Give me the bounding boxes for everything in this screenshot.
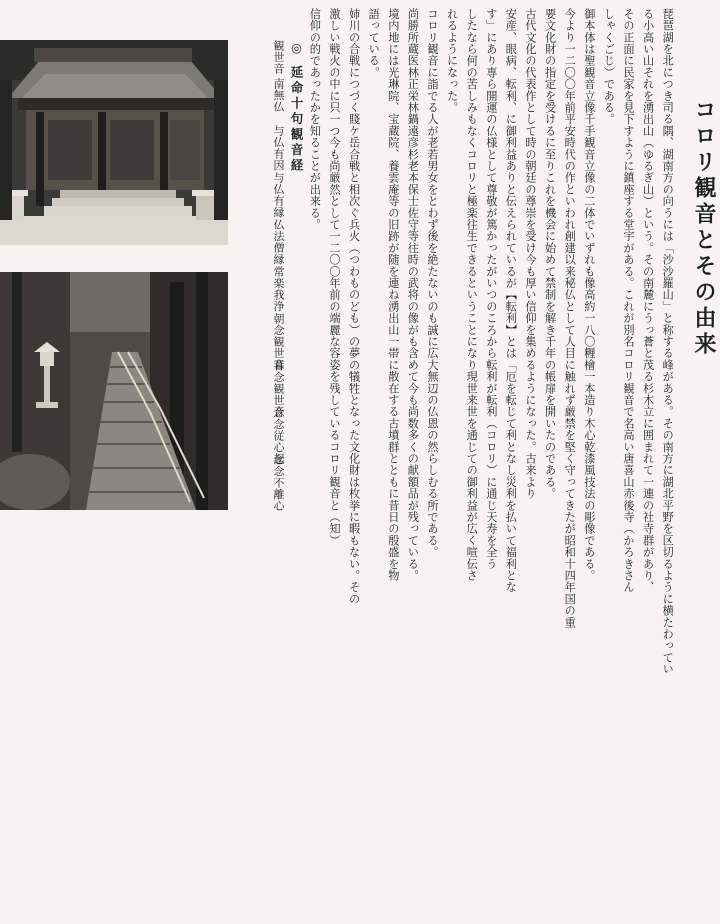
text-column: 尚勝所蔵医林正栄林鍋遠彦杉老本保士佐守等往時の武将の像がも含めて今も尚数多くの献額品が残っている。 xyxy=(406,8,420,582)
text-column: しゃくごじ）である。 xyxy=(602,8,616,125)
text-column: る小高い山それを湧出山（ゆるぎ山）という。その南麓にうっ蒼と茂る杉木立に囲まれて一連の社寺群があり、 xyxy=(641,8,655,593)
text-column: 安産、眼病、転利、に御利益ありと伝えられているが【転利】とは「厄を転じて利となし災利を払いて福利とな xyxy=(504,8,518,593)
sutra-phrase: 与仏有縁 xyxy=(272,172,285,218)
text-column: 要文化財の指定を受けるに至りこれを機会に始めて禁制を解き千年の帳扉を開いたのである。 xyxy=(543,8,557,500)
text-column: コロリ観音に詣でる人が老若男女をとわず後を絶たないのも誠に広大無辺の仏恩の然らしむる所である。 xyxy=(426,8,439,558)
sutra-phrase: 念念従心起 xyxy=(272,407,285,465)
text-column: れるようになった。 xyxy=(445,8,459,114)
text-column: 御本体は聖観音立像千手観音立像の二体でいずれも像高約一八〇糎檜一本造り木心乾漆風技法の彫像である。 xyxy=(582,8,596,582)
sutra-heading: ◎ 延命十句観音経 xyxy=(289,40,304,174)
temple-photo xyxy=(0,40,228,245)
text-column: 姉川の合戦につづく賤ケ岳合戦と相次ぐ兵火（つわものども）の夢の犠牲となった文化財は枚挙に暇もない。その xyxy=(347,8,361,605)
text-column: 信仰の的であったかを知ることが出来る。 xyxy=(308,8,322,231)
text-column: 古代文化の代表作として時の朝廷の尊崇を受け今も厚い信仰を集めるようになった。古来より xyxy=(524,8,537,500)
text-column: す」にあり専ら開運の仏様として尊敬が篤かったがいつのころから転利が転利（コロリ）に通じ天寿を全う xyxy=(484,8,498,570)
sutra-phrase: 念念不離心 xyxy=(272,454,285,512)
sutra-phrase: 仏法僧縁 xyxy=(272,219,285,265)
text-column: 境内地には光琳院、宝蔵院、養雲庵等の旧跡が随を連ね湧出山一帯に散在する古墳群とともに昔日の殷盛を物 xyxy=(386,8,400,582)
text-column: 今より一二〇〇年前平安時代の作といわれ創建以来秘仏として人目に触れず厳禁を堅く守ってきたが昭和十四年国の重 xyxy=(563,8,577,629)
stone-stairs-photo xyxy=(0,272,228,510)
article-title: コロリ観音とその由来 xyxy=(691,98,716,358)
text-column: その正面に民家を見下すように鎮座する堂宇がある。これが別名コロリ観音で名高い唐喜山赤後寺（かろきさん xyxy=(622,8,635,593)
text-column: したなら何の苦しみもなくコロリと極楽往生できるということになり現世来世を通じての御利益が広く喧伝さ xyxy=(465,8,479,582)
sutra-phrase: 常楽我浄 xyxy=(272,266,285,312)
sutra-phrase: 暮念観世音 xyxy=(272,360,285,418)
sutra-phrase: 南無仏 xyxy=(272,78,285,113)
text-column: 激しい戦火の中に只一つ今も尚厳然として一二〇〇年前の端麗な容姿を残しているコロリ観音と（知） xyxy=(328,8,341,547)
text-column: 語っている。 xyxy=(367,8,381,79)
sutra-phrase: 朝念観世音 xyxy=(272,313,285,371)
text-column: 琵琶湖を北につき司る隅、湖南方の向うには「沙沙羅山」と称する峰がある。その南方に湖北平野を区切るように横たわってい xyxy=(661,8,675,675)
sutra-phrase: 与仏有因 xyxy=(272,125,285,171)
sutra-phrase: 観世音 xyxy=(272,40,285,75)
